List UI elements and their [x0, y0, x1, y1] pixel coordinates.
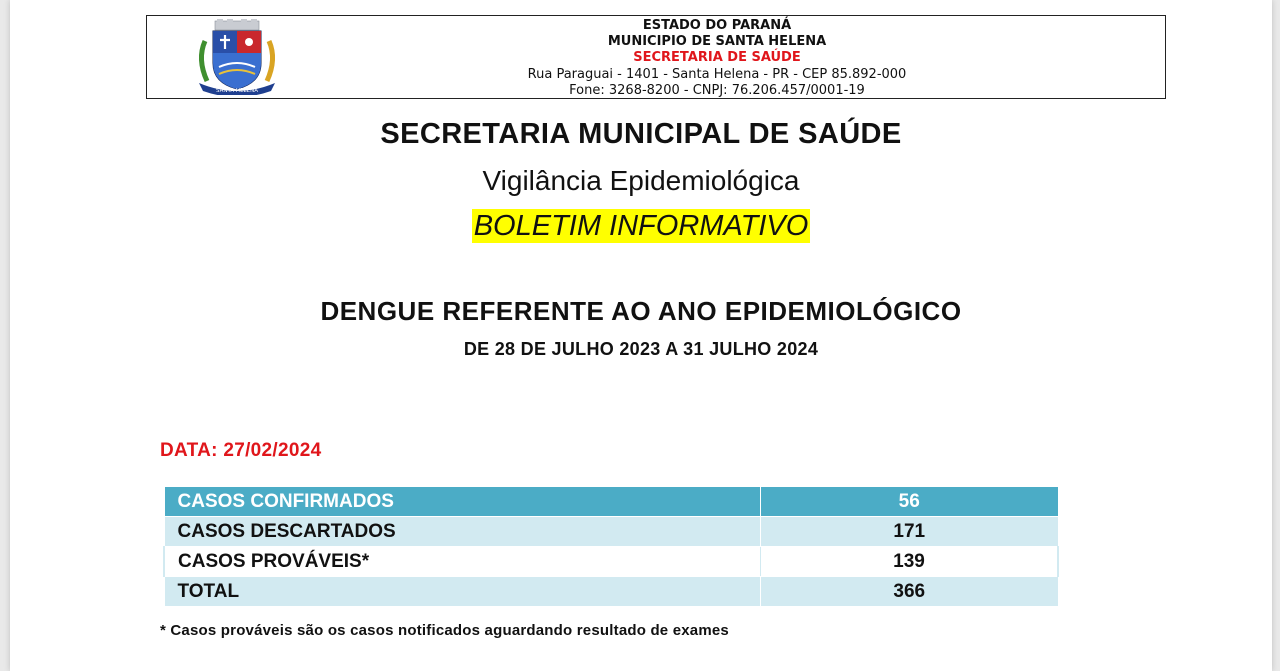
bulletin-title-wrap	[10, 209, 1272, 243]
dengue-cases-table	[163, 486, 1059, 607]
row-label: CASOS CONFIRMADOS	[164, 487, 761, 517]
address-line: Rua Paraguai - 1401 - Santa Helena - PR - CEP 85.892-000	[527, 66, 907, 82]
row-value: 139	[761, 547, 1059, 577]
municipal-coat-of-arms-icon	[189, 19, 285, 95]
row-value: 56	[761, 487, 1059, 517]
state-name: ESTADO DO PARANÁ	[642, 18, 792, 33]
table-row	[164, 487, 1058, 517]
subject-heading: DENGUE REFERENTE AO ANO EPIDEMIOLÓGICO	[320, 296, 962, 326]
row-value: 366	[761, 577, 1059, 607]
page-title: SECRETARIA MUNICIPAL DE SAÚDE	[380, 118, 902, 150]
table-row	[164, 547, 1058, 577]
period-heading: DE 28 DE JULHO 2023 A 31 JULHO 2024	[463, 339, 819, 359]
contact-line: Fone: 3268-8200 - CNPJ: 76.206.457/0001-19	[569, 82, 865, 98]
svg-text:SANTA HELENA: SANTA HELENA	[216, 88, 258, 94]
row-label: CASOS PROVÁVEIS*	[164, 547, 761, 577]
letterhead	[146, 15, 1166, 99]
footnote: * Casos prováveis são os casos notificados aguardando resultado de exames	[160, 622, 729, 639]
bulletin-title: BOLETIM INFORMATIVO	[473, 210, 809, 242]
table-row	[164, 517, 1058, 547]
letterhead-text	[447, 18, 987, 99]
document-page	[10, 0, 1272, 671]
sector-title: Vigilância Epidemiológica	[482, 165, 800, 196]
table-row	[164, 577, 1058, 607]
row-label: CASOS DESCARTADOS	[164, 517, 761, 547]
department-name: SECRETARIA DE SAÚDE	[633, 50, 801, 66]
row-label: TOTAL	[164, 577, 761, 607]
report-date: DATA: 27/02/2024	[160, 440, 322, 461]
row-value: 171	[761, 517, 1059, 547]
municipality-name: MUNICIPIO DE SANTA HELENA	[607, 34, 827, 50]
